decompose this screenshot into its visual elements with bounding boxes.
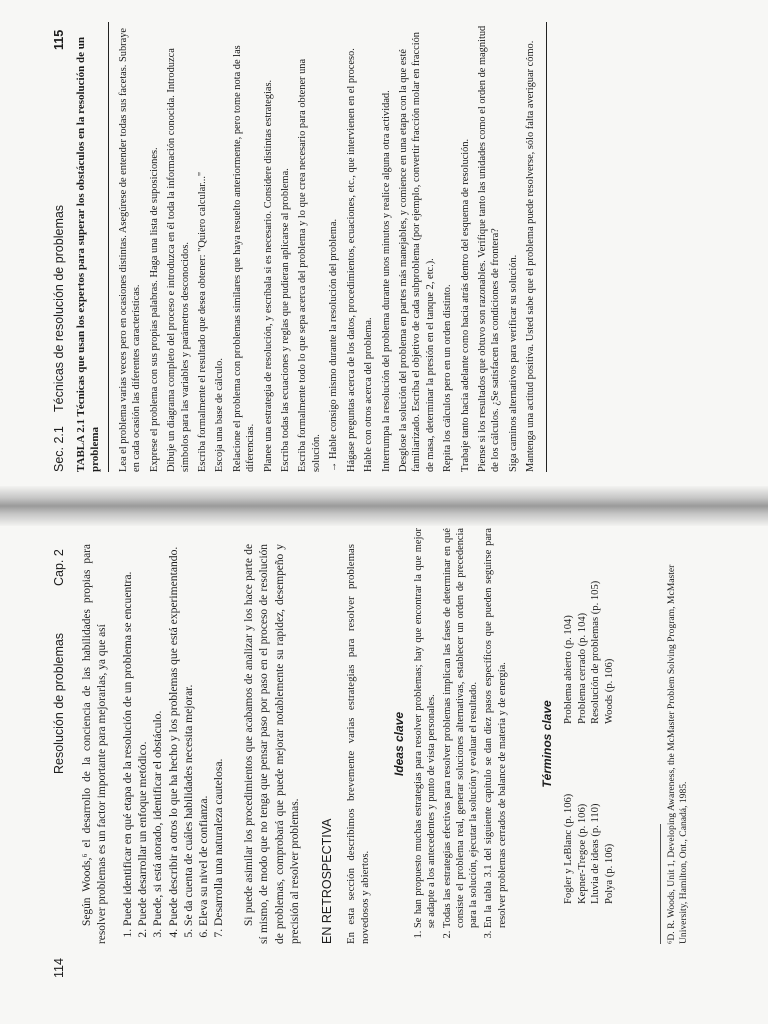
table-row: Dibuje un diagrama completo del proceso e introduzca en él toda la información conocida. Introduzca símbolos para las variables y parámetros desconocidos. bbox=[166, 48, 191, 472]
list-item: 7. Desarrolla una naturaleza cautelosa. bbox=[211, 526, 226, 926]
table-row: Mantenga una actitud positiva. Usted sabe que el problema puede resolverse, sólo falta averiguar cómo. bbox=[525, 40, 537, 472]
left-page bbox=[0, 526, 768, 1024]
table-row: Siga caminos alternativos para verificar su solución. bbox=[507, 254, 519, 472]
table-row: Planee una estrategia de resolución, y escríbala si es necesario. Considere distintas estrategias. bbox=[262, 79, 274, 472]
table-row: Trabaje tanto hacia adelante como hacia atrás dentro del esquema de resolución. bbox=[459, 138, 471, 472]
footnote-rule bbox=[660, 824, 661, 944]
running-title: Resolución de problemas bbox=[52, 632, 66, 774]
list-item: 2. Puede desarrollar un enfoque metódico. bbox=[135, 526, 150, 926]
benefits-list bbox=[120, 526, 226, 944]
running-title: Técnicas de resolución de problemas bbox=[52, 204, 66, 412]
term-item: Kepner-Tregoe (p. 106) bbox=[576, 803, 588, 904]
term-item: Polya (p. 106) bbox=[603, 843, 615, 904]
table-row: Piense si los resultados que obtuvo son razonables. Verifique tanto las unidades como el orden de magnitud de los cálculos. ¿Se satisfacen las condiciones de frontera? bbox=[476, 25, 502, 472]
table-row: Lea el problema varias veces pero en ocasiones distintas. Asegúrese de entender todas sus facetas. Subraye en cada ocasión las diferentes características. bbox=[118, 27, 143, 472]
section-text: En esta sección describimos brevemente varias estrategias para resolver problemas novedosos y abiertos. bbox=[345, 544, 371, 944]
term-item: Fogler y LeBlanc (p. 106) bbox=[563, 793, 574, 904]
table-row: Escriba formalmente todo lo que sepa acerca del problema y lo que crea necesario para obtener una solución. bbox=[297, 58, 322, 472]
term-item: Resolución de problemas (p. 105) bbox=[590, 580, 602, 724]
ideas-list bbox=[412, 528, 511, 944]
section-ref: Sec. 2.1 bbox=[52, 426, 66, 472]
chapter-label: Cap. 2 bbox=[52, 549, 66, 586]
list-item: 6. Eleva su nivel de confianza. bbox=[196, 526, 211, 926]
section-title: EN RETROSPECTIVA bbox=[320, 818, 334, 944]
page-number: 115 bbox=[52, 29, 66, 50]
table-row: Hable con otros acerca del problema. bbox=[363, 317, 375, 472]
table-row: Interrumpa la resolución del problema durante unos minutos y realice alguna otra actividad. bbox=[380, 90, 392, 472]
intro-paragraph: Según Woods,⁶ el desarrollo de la conciencia de las habilidades propias para resolver problemas es un factor importante para mejorarlas, ya que así bbox=[81, 544, 109, 944]
list-item: 3. Puede, si está atorado, identificar el obstáculo. bbox=[150, 526, 165, 926]
table-row: Escriba formalmente el resultado que desea obtener: "Quiero calcular..." bbox=[197, 171, 209, 472]
table-top-rule bbox=[108, 22, 109, 472]
right-page bbox=[0, 0, 768, 486]
table-bottom-rule bbox=[546, 22, 547, 472]
term-item: Woods (p. 106) bbox=[603, 658, 615, 724]
term-item: Problema abierto (p. 104) bbox=[563, 615, 574, 724]
table-row: Hágase preguntas acerca de los datos, procedimientos, ecuaciones, etc., que intervienen en el proceso. bbox=[345, 48, 357, 472]
list-item: 2. Todas las estrategias efectivas para resolver problemas implican las fases de determinar en qué consiste el problema real, generar soluciones alternativas, establecer un orden de precedencia para la solución, ejecutar la solución y evaluar el resultado. bbox=[441, 528, 481, 928]
closing-paragraph: Si puede asimilar los procedimientos que acabamos de analizar y los hace parte de sí mismo, de modo que no tenga que pensar paso por paso en el proceso de resolución de problemas, comprobará que puede mejorar notablemente su rapidez, desempeño y precisión al resolver problemas. bbox=[243, 544, 301, 944]
table-row: Exprese el problema con sus propias palabras. Haga una lista de suposiciones. bbox=[148, 147, 160, 472]
table-2-1 bbox=[74, 22, 547, 472]
term-item: Problema cerrado (p. 104) bbox=[576, 612, 588, 724]
table-row: Relacione el problema con problemas similares que haya resuelto anteriormente, pero tome nota de las diferencias. bbox=[231, 45, 257, 472]
key-terms bbox=[562, 564, 616, 904]
ideas-heading: Ideas clave bbox=[392, 711, 406, 777]
page-number: 114 bbox=[52, 958, 66, 978]
term-item: Lluvia de ideas (p. 110) bbox=[590, 803, 602, 904]
book-gutter bbox=[0, 486, 768, 526]
table-row: Escoja una base de cálculo. bbox=[214, 358, 226, 472]
table-row: Repita los cálculos pero en un orden distinto. bbox=[442, 284, 454, 472]
list-item: 5. Se da cuenta de cuáles habilidades necesita mejorar. bbox=[181, 526, 196, 926]
table-row: Desglose la solución del problema en partes más manejables, y comience en una etapa con la que esté familiarizado. Escriba el objetivo de cada subproblema (por ejemplo, convertir fracción molar en fracción de masa, determinar la presión en el tanque 2, etc.). bbox=[397, 32, 436, 472]
table-row: → Hable consigo mismo durante la resolución del problema. bbox=[328, 218, 340, 472]
footnote: ⁶D. R. Woods, Unit 1, Developing Awareness, the McMaster Problem Solving Program, McMaster University, Hamilton, Ont., Canadá, 1985. bbox=[666, 564, 690, 944]
table-row: Escriba todas las ecuaciones y reglas que pudieran aplicarse al problema. bbox=[280, 168, 292, 472]
list-item: 4. Puede describir a otros lo que ha hecho y los problemas que está experimentando. bbox=[166, 526, 181, 926]
table-title: TABLA 2.1 Técnicas que usan los expertos para superar los obstáculos en la resolución de un problema bbox=[75, 37, 101, 472]
list-item: 1. Se han propuesto muchas estrategias para resolver problemas; hay que encontrar la que mejor se adapte a los antecedentes y punto de vista personales. bbox=[412, 528, 439, 928]
terms-heading: Términos clave bbox=[540, 700, 554, 788]
list-item: 3. En la tabla 3.1 del siguiente capítulo se dan diez pasos específicos que pueden seguirse para resolver problemas cerrados de balance de materia y de energía. bbox=[482, 528, 509, 928]
list-item: 1. Puede identificar en qué etapa de la resolución de un problema se encuentra. bbox=[120, 526, 135, 926]
